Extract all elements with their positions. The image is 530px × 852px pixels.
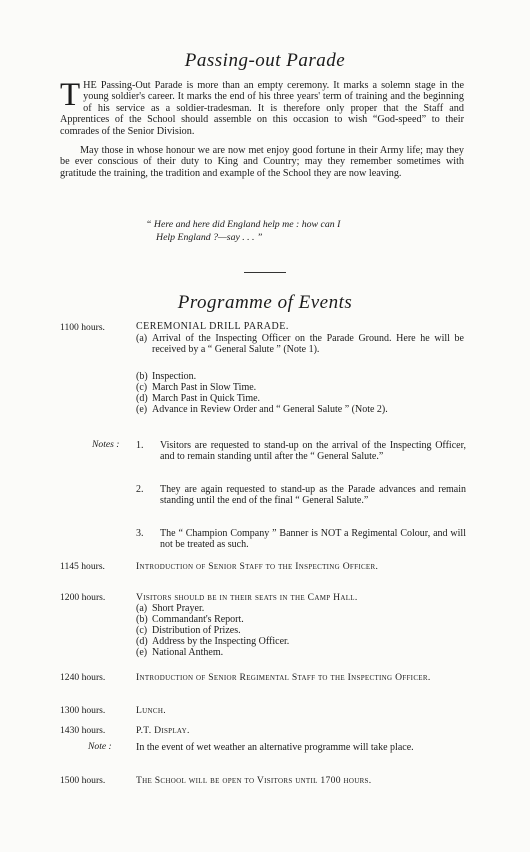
event-time: 1200 hours. — [60, 592, 106, 603]
item-letter: (c) — [136, 382, 148, 393]
event-time: 1430 hours. — [60, 725, 106, 736]
item-text: Arrival of the Inspecting Officer on the Parade Ground. Here he will be received by a “ General Salute ” (Note 1). — [152, 333, 464, 355]
motto-line-1: “ Here and here did England help me : how can I — [146, 219, 341, 230]
item-text: Short Prayer. — [152, 603, 205, 614]
list-item — [136, 647, 466, 658]
item-text: National Anthem. — [152, 647, 224, 658]
item-letter: (c) — [136, 625, 148, 636]
list-item — [136, 636, 466, 647]
note-item — [136, 528, 466, 550]
event-time: 1100 hours. — [60, 322, 105, 333]
section-title-programme: Programme of Events — [177, 292, 353, 313]
note-number: 3. — [136, 528, 144, 539]
event-text: Introduction of Senior Staff to the Inspecting Officer. — [136, 561, 379, 572]
list-item — [136, 393, 466, 404]
notes-label: Notes : — [92, 439, 120, 450]
item-letter: (a) — [136, 603, 148, 614]
event-time: 1145 hours. — [60, 561, 105, 572]
drop-cap: T — [60, 77, 81, 113]
note-item — [136, 440, 466, 473]
event-text: The School will be open to Visitors until 1700 hours. — [136, 775, 372, 786]
note-text: They are again requested to stand-up as the Parade advances and remain standing until the end of the final “ General Salute.” — [160, 484, 466, 506]
item-text: Inspection. — [152, 371, 197, 382]
motto-line-2: Help England ?—say . . . ” — [156, 232, 263, 243]
item-text: March Past in Slow Time. — [152, 382, 257, 393]
intro-text — [60, 77, 464, 187]
list-item — [136, 603, 466, 614]
divider-rule — [244, 272, 286, 273]
intro-paragraph-1 — [60, 77, 464, 137]
item-text: Commandant's Report. — [152, 614, 244, 625]
note-item — [136, 484, 466, 517]
item-letter: (d) — [136, 393, 148, 404]
list-item — [136, 614, 466, 625]
intro-paragraph-2: May those in whose honour we are now met enjoy good fortune in their Army life; may they be ever conscious of their duty to King and Country; may they remember sometimes with gratitude the training, the tradition and example of the School they are now leaving. — [60, 145, 464, 179]
event-text: Introduction of Senior Regimental Staff to the Inspecting Officer. — [136, 672, 431, 683]
item-letter: (e) — [136, 404, 148, 415]
item-text: March Past in Quick Time. — [152, 393, 261, 404]
note-number: 2. — [136, 484, 144, 495]
event-time: 1500 hours. — [60, 775, 106, 786]
list-item — [136, 382, 466, 393]
event-text: Lunch. — [136, 705, 166, 716]
list-item — [136, 404, 466, 426]
list-item — [136, 371, 466, 382]
list-item — [136, 625, 466, 636]
note-number: 1. — [136, 440, 144, 451]
item-letter: (d) — [136, 636, 148, 647]
event-time: 1300 hours. — [60, 705, 106, 716]
event-time: 1240 hours. — [60, 672, 106, 683]
item-letter: (b) — [136, 614, 148, 625]
item-text: Advance in Review Order and “ General Salute ” (Note 2). — [152, 404, 388, 415]
event-text: Visitors should be in their seats in the Camp Hall. — [136, 592, 358, 603]
item-letter: (e) — [136, 647, 148, 658]
list-item — [136, 333, 466, 366]
intro-paragraph-1-text: HE Passing-Out Parade is more than an empty ceremony. It marks a solemn stage in the young soldier's career. It marks the end of his three years' term of training and the beginning of his service as a soldier-tradesman. It is therefore only proper that the Staff and Apprentices of the School should assemble on this occasion to wish “God-speed” to their comrades of the Senior Division. — [60, 80, 464, 137]
section-title-passing-out: Passing-out Parade — [184, 50, 346, 71]
note-text: Visitors are requested to stand-up on the arrival of the Inspecting Officer, and to remain standing until after the “ General Salute.” — [160, 440, 466, 462]
motto-quote — [146, 218, 446, 244]
note-label: Note : — [88, 741, 112, 752]
event-heading: CEREMONIAL DRILL PARADE. — [136, 321, 289, 332]
event-text: P.T. Display. — [136, 725, 190, 736]
item-letter: (a) — [136, 333, 148, 344]
item-letter: (b) — [136, 371, 148, 382]
item-text: Address by the Inspecting Officer. — [152, 636, 290, 647]
event-note: In the event of wet weather an alternative programme will take place. — [136, 742, 414, 753]
note-text: The “ Champion Company ” Banner is NOT a Regimental Colour, and will not be treated as such. — [160, 528, 466, 550]
item-text: Distribution of Prizes. — [152, 625, 241, 636]
